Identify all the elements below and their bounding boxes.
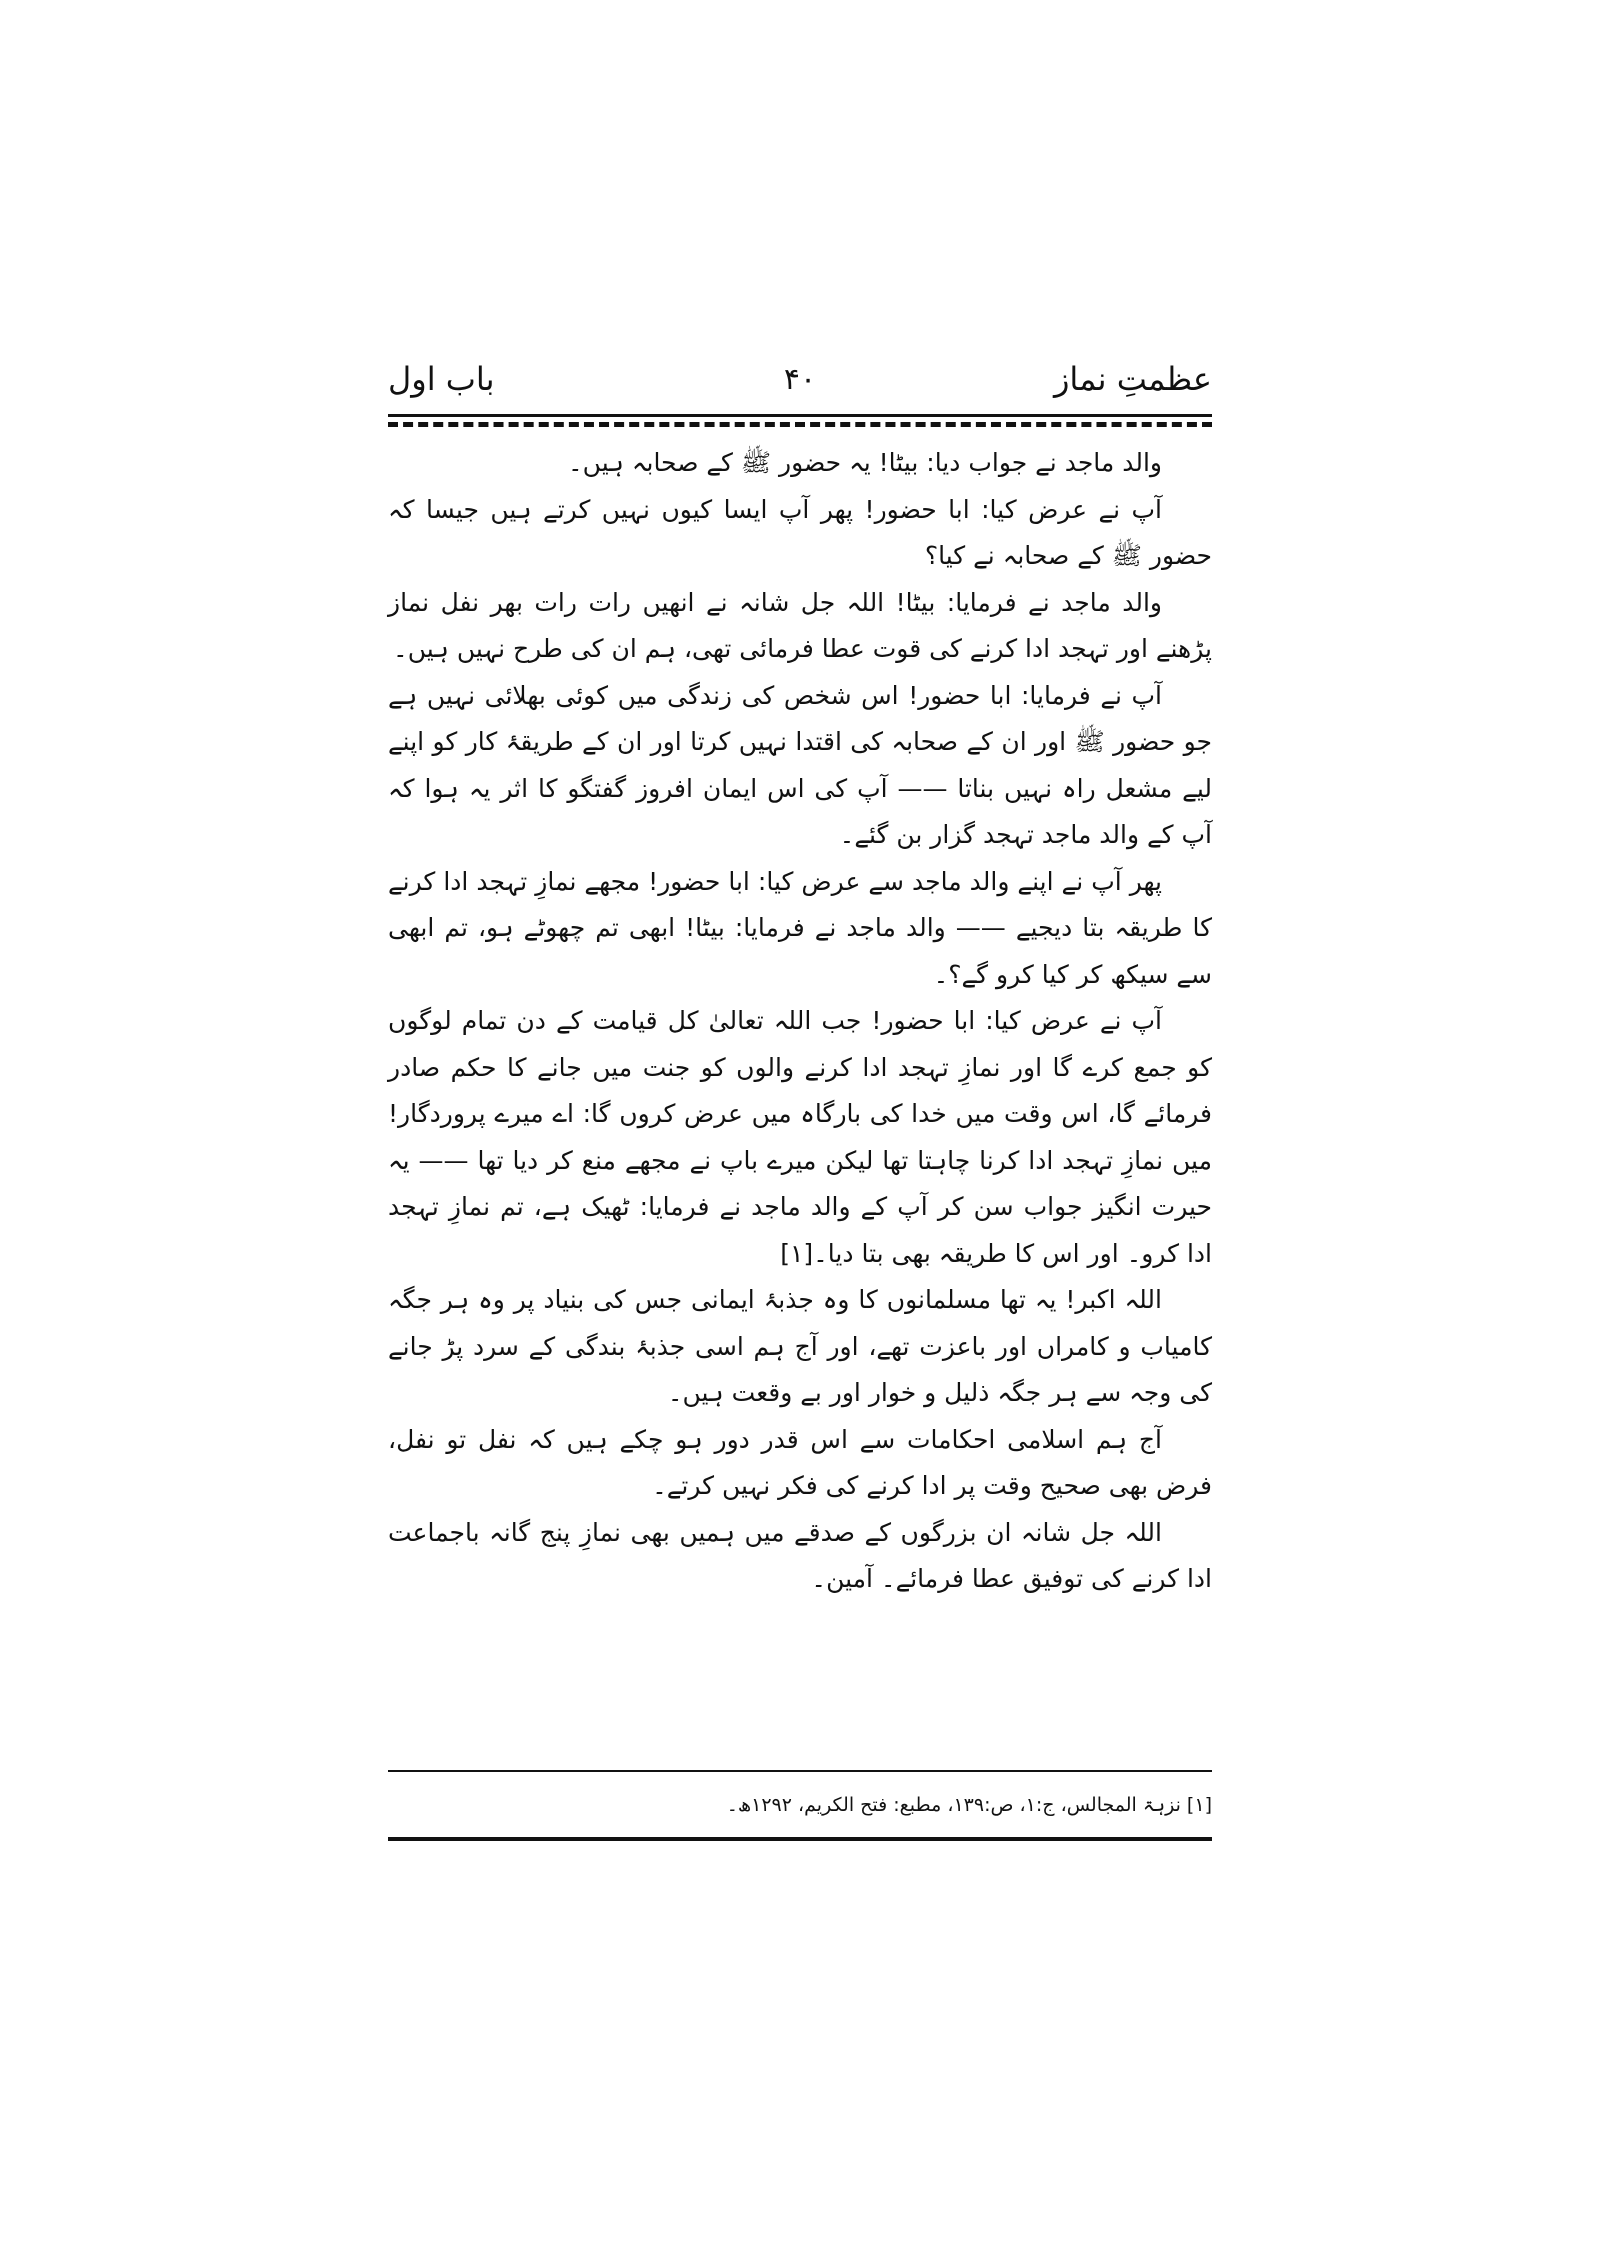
chapter-title: باب اول — [388, 360, 495, 398]
paragraph: اللہ جل شانہ ان بزرگوں کے صدقے میں ہمیں بھی نمازِ پنج گانہ باجماعت ادا کرنے کی توفیق عطا فرمائے۔ آمین۔ — [388, 1517, 1212, 1593]
header-rule — [388, 414, 1212, 417]
paragraph: والد ماجد نے جواب دیا: بیٹا! یہ حضور ﷺ کے صحابہ ہیں۔ — [568, 448, 1162, 477]
footnote: [۱] نزہۃ المجالس، ج:۱، ص:۱۳۹، مطبع: فتح الکریم، ۱۲۹۲ھ۔ — [726, 1794, 1212, 1816]
header-dashed-rule — [388, 422, 1212, 427]
page-header — [388, 360, 1212, 410]
paragraph: آج ہم اسلامی احکامات سے اس قدر دور ہو چکے ہیں کہ نفل تو نفل، فرض بھی صحیح وقت پر ادا کرنے کی فکر نہیں کرتے۔ — [388, 1424, 1212, 1500]
book-title: عظمتِ نماز — [1053, 360, 1212, 398]
paragraph: آپ نے عرض کیا: ابا حضور! پھر آپ ایسا کیوں نہیں کرتے ہیں جیسا کہ حضور ﷺ کے صحابہ نے کیا؟ — [388, 494, 1212, 570]
bottom-rule — [388, 1837, 1212, 1841]
body-text — [388, 440, 1212, 1603]
paragraph: پھر آپ نے اپنے والد ماجد سے عرض کیا: ابا حضور! مجھے نمازِ تہجد ادا کرنے کا طریقہ بتا دیجیے —— والد ماجد نے فرمایا: بیٹا! ابھی تم چھوٹے ہو، تم ابھی سے سیکھ کر کیا کرو گے؟۔ — [388, 866, 1212, 989]
paragraph: والد ماجد نے فرمایا: بیٹا! اللہ جل شانہ نے انھیں رات رات بھر نفل نماز پڑھنے اور تہجد ادا کرنے کی قوت عطا فرمائی تھی، ہم ان کی طرح نہیں ہیں۔ — [388, 587, 1212, 663]
page-number: ۴۰ — [783, 362, 817, 397]
paragraph: آپ نے فرمایا: ابا حضور! اس شخص کی زندگی میں کوئی بھلائی نہیں ہے جو حضور ﷺ اور ان کے صحابہ کی اقتدا نہیں کرتا اور ان کے طریقۂ کار کو اپنے لیے مشعل راہ نہیں بناتا —— آپ کی اس ایمان افروز گفتگو کا اثر یہ ہوا کہ آپ کے والد ماجد تہجد گزار بن گئے۔ — [388, 680, 1212, 849]
paragraph: آپ نے عرض کیا: ابا حضور! جب اللہ تعالیٰ کل قیامت کے دن تمام لوگوں کو جمع کرے گا اور نمازِ تہجد ادا کرنے والوں کو جنت میں جانے کا حکم صادر فرمائے گا، اس وقت میں خدا کی بارگاہ میں عرض کروں گا: اے میرے پروردگار! میں نمازِ تہجد ادا کرنا چاہتا تھا لیکن میرے باپ نے مجھے منع کر دیا تھا —— یہ حیرت انگیز جواب سن کر آپ کے والد ماجد نے فرمایا: ٹھیک ہے، تم نمازِ تہجد ادا کرو۔ اور اس کا طریقہ بھی بتا دیا۔[۱] — [388, 1006, 1212, 1268]
footnote-rule — [388, 1770, 1212, 1772]
paragraph: اللہ اکبر! یہ تھا مسلمانوں کا وہ جذبۂ ایمانی جس کی بنیاد پر وہ ہر جگہ کامیاب و کامراں اور باعزت تھے، اور آج ہم اسی جذبۂ بندگی کے سرد پڑ جانے کی وجہ سے ہر جگہ ذلیل و خوار اور بے وقعت ہیں۔ — [388, 1285, 1212, 1407]
